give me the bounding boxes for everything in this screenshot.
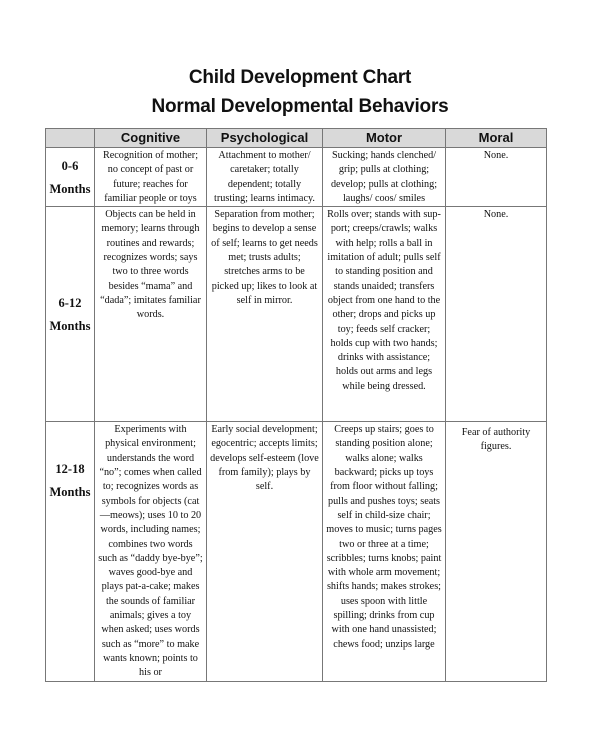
age-unit: Months: [49, 181, 91, 196]
cognitive-cell: [95, 207, 207, 422]
header-moral: Moral: [446, 129, 547, 148]
motor-text: Sucking; hands clenched/ grip; pulls at clothing; develop; pulls at clothing; laughs/ coos/ smiles: [330, 150, 438, 204]
motor-text: Creeps up stairs; goes to standing position alone; walks alone; walks backward; picks up toys from floor without falling; pulls and pushes toys; seats self in child-size chair; moves to music; turns pages two or three at a time; scribbles; turns knobs; paint with whole arm movement; shifts hands; makes strokes; uses spoon with little spilling; drinks from cup with one hand unassisted; chews food; unzips large: [326, 424, 442, 650]
header-age: [46, 129, 95, 148]
cognitive-cell: [95, 422, 207, 681]
psychological-text: Separation from mother; begins to develop a sense of self; learns to get needs met; trusts adults; stretches arms to be picked up; likes to look at self in mirror.: [211, 209, 318, 306]
age-unit: Months: [49, 318, 91, 333]
age-cell: [46, 148, 95, 207]
header-motor: Motor: [323, 129, 446, 148]
moral-cell: [446, 422, 547, 681]
cognitive-cell: [95, 148, 207, 207]
age-cell: [46, 207, 95, 422]
motor-text: Rolls over; stands with sup-port; creeps/crawls; walks with help; rolls a ball in imitation of adult; pulls self to standing position and stands unaided; transfers object from one hand to the other; drops and picks up toy; feeds self cracker; holds cup with two hands; drinks with assistance; holds out arms and legs while being dressed.: [327, 209, 441, 392]
psychological-text: Attachment to mother/ caretaker; totally dependent; totally trusting; learns intimacy.: [214, 150, 315, 204]
table-row: [46, 148, 547, 207]
moral-cell: [446, 207, 547, 422]
motor-cell: [323, 148, 446, 207]
psychological-cell: [207, 148, 323, 207]
table-row: [46, 422, 547, 681]
cognitive-text: Objects can be held in memory; learns through routines and rewards; recognizes words; says two to three words besides “mama” and “dada”; imitates familiar words.: [100, 209, 201, 321]
moral-cell: [446, 148, 547, 207]
motor-cell: [323, 207, 446, 422]
header-cognitive: Cognitive: [95, 129, 207, 148]
psychological-text: Early social development; egocentric; accepts limits; develops self-esteem (love from family); plays by self.: [210, 424, 319, 493]
age-range: 12-18: [55, 462, 85, 477]
psychological-cell: [207, 422, 323, 681]
development-table: [45, 128, 547, 682]
cognitive-text: Experiments with physical environment; understands the word “no”; comes when called to; recognizes words as symbols for objects (cat —meows); uses 10 to 20 words, including names; combines two words such as “daddy bye-bye”; waves good-bye and plays pat-a-cake; makes the sounds of familiar animals; gives a toy when asked; uses words such as “more” to make wants known; points to his or: [98, 424, 203, 679]
age-unit: Months: [49, 485, 91, 500]
chart-title: Child Development Chart: [188, 67, 412, 88]
cognitive-text: Recognition of mother; no concept of past or future; reaches for familiar people or toys: [102, 150, 199, 204]
moral-text: None.: [483, 209, 509, 221]
age-cell: [46, 422, 95, 681]
moral-text: None.: [483, 150, 509, 161]
motor-cell: [323, 422, 446, 681]
age-range: 6-12: [58, 295, 82, 310]
table-row: [46, 207, 547, 422]
age-range: 0-6: [61, 158, 79, 173]
table-header-row: [46, 129, 547, 148]
psychological-cell: [207, 207, 323, 422]
header-psychological: Psychological: [207, 129, 323, 148]
chart-subtitle: Normal Developmental Behaviors: [151, 96, 449, 117]
moral-text: Fear of authority figures.: [461, 427, 531, 453]
